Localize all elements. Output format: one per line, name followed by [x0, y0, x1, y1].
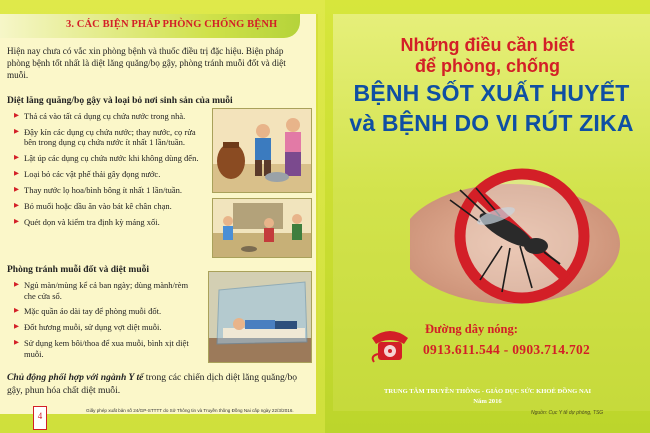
household-water-illustration	[212, 108, 312, 193]
intro-paragraph: Hiện nay chưa có vắc xin phòng bệnh và thuốc điều trị đặc hiệu. Biện pháp phòng bệnh tốt nhất là diệt lăng quăng/bọ gậy, phòng tránh muỗi đốt và diệt muỗi.	[7, 46, 286, 80]
list-item: ▶ Sử dụng kem bôi/thoa để xua muỗi, bình xịt diệt muỗi.	[14, 338, 199, 359]
list-item: ▶ Thay nước lọ hoa/bình bông ít nhất 1 lần/tuần.	[14, 185, 204, 196]
source-credit: Nguồn: Cục Y tế dự phòng, TSG	[531, 410, 604, 416]
license-text: Giấy phép xuất bản số 24/GP-STTTT do Sở Thông tin và Truyền thông Đồng Nai cấp ngày 22/3/2016.	[86, 408, 294, 413]
list-item: ▶ Đậy kín các dụng cụ chứa nước; thay nước, cọ rửa bên trong dụng cụ chứa nước ít nhất 1 lần/tuần.	[14, 127, 204, 148]
group2-list	[14, 280, 199, 365]
list-item: ▶ Mặc quần áo dài tay để phòng muỗi đốt.	[14, 306, 199, 317]
cover-subtitle-line2: để phòng, chống	[415, 56, 560, 76]
list-item: ▶ Ngủ màn/mùng kể cả ban ngày; dùng mành/rèm che cửa sổ.	[14, 280, 199, 301]
hotline-label: Đường dây nóng:	[425, 322, 518, 336]
page-number: 4	[33, 406, 47, 430]
list-item: ▶ Thả cá vào tất cả dụng cụ chứa nước trong nhà.	[14, 111, 204, 122]
publication-year: Năm 2016	[473, 398, 502, 405]
group2-heading: Phòng tránh muỗi đốt và diệt muỗi	[7, 265, 149, 275]
section-title: 3. CÁC BIỆN PHÁP PHÒNG CHỐNG BỆNH	[66, 19, 278, 30]
list-item: ▶ Quét dọn và kiểm tra định kỳ máng xối.	[14, 217, 204, 228]
list-item: ▶ Bỏ muối hoặc dầu ăn vào bát kê chân chạn.	[14, 201, 204, 212]
closing-bold: Chủ động phối hợp với ngành Y tế	[7, 372, 144, 383]
closing-note	[7, 372, 312, 397]
publisher-name: TRUNG TÂM TRUYỀN THÔNG - GIÁO DỤC SỨC KHOẺ ĐỒNG NAI	[383, 388, 592, 395]
section-title-bar	[0, 14, 300, 38]
list-item: ▶ Loại bỏ các vật phế thải gây đọng nước.	[14, 169, 204, 180]
no-mosquito-icon	[410, 160, 620, 310]
cover-subtitle-line1: Những điều cần biết	[400, 35, 575, 55]
yard-cleaning-illustration	[212, 198, 312, 258]
group1-list	[14, 111, 204, 233]
cover-title-line2: và BỆNH DO VI RÚT ZIKA	[349, 110, 634, 136]
hotline-numbers: 0913.611.544 - 0903.714.702	[423, 342, 591, 357]
closing-rest: trong các chiến dịch diệt lăng quăng/bọ gậy, phun hóa chất diệt muỗi.	[7, 372, 298, 396]
telephone-icon	[368, 322, 412, 366]
cover-title-line1: BỆNH SỐT XUẤT HUYẾT	[353, 80, 630, 106]
list-item: ▶ Lật úp các dụng cụ chứa nước khi không dùng đến.	[14, 153, 204, 164]
list-item: ▶ Đốt hương muỗi, sử dụng vợt diệt muỗi.	[14, 322, 199, 333]
mosquito-net-illustration	[208, 271, 312, 363]
group1-heading: Diệt lăng quăng/bọ gậy và loại bỏ nơi sinh sản của muỗi	[7, 96, 233, 106]
cover-title	[333, 78, 650, 138]
cover-subtitle	[335, 35, 640, 77]
